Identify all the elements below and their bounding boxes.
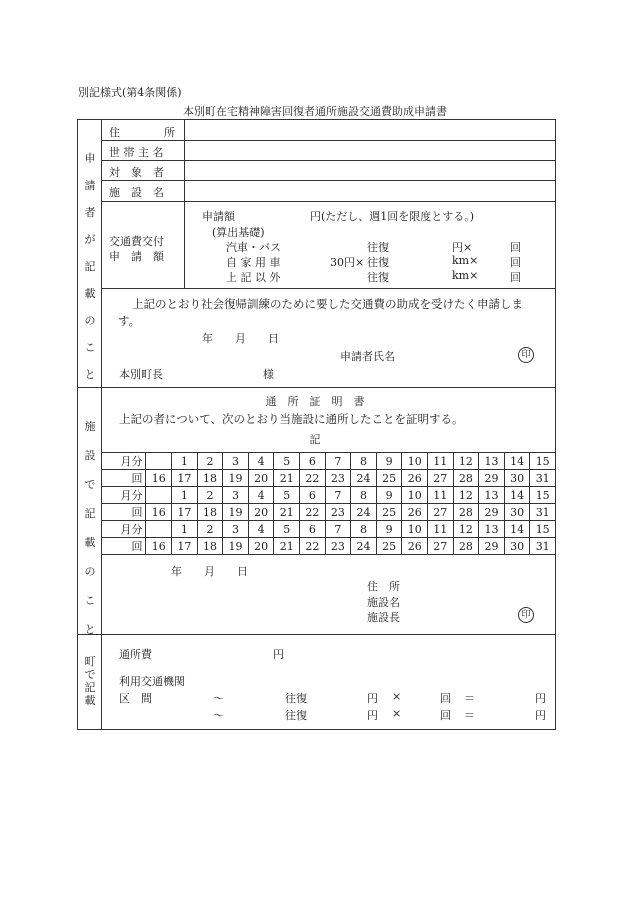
day-cell[interactable]: 3 (223, 521, 249, 538)
day-cell[interactable]: 30 (504, 470, 530, 487)
day-cell[interactable]: 29 (479, 470, 505, 487)
day-cell[interactable]: 9 (376, 453, 402, 470)
month-row-label: 月分 (102, 487, 146, 504)
day-cell[interactable]: 10 (402, 521, 428, 538)
day-cell[interactable]: 26 (402, 470, 428, 487)
address-field[interactable] (186, 121, 554, 139)
day-cell[interactable]: 5 (274, 521, 300, 538)
day-cell[interactable]: 26 (402, 538, 428, 555)
facility-name-label: 施設名 (367, 596, 400, 609)
day-cell[interactable]: 2 (197, 521, 223, 538)
day-cell[interactable]: 2 (197, 453, 223, 470)
day-cell[interactable]: 14 (504, 487, 530, 504)
month-row-label: 月分 (102, 521, 146, 538)
day-cell[interactable]: 7 (325, 521, 351, 538)
day-cell[interactable]: 22 (300, 538, 326, 555)
subject-label: 対 象 者 (109, 166, 164, 179)
day-cell[interactable]: 29 (479, 538, 505, 555)
certificate-date: 年 月 日 (171, 565, 248, 578)
day-cell[interactable]: 9 (376, 487, 402, 504)
day-cell[interactable]: 24 (351, 538, 377, 555)
day-cell[interactable]: 31 (530, 470, 556, 487)
day-cell[interactable]: 6 (300, 453, 326, 470)
household-head-label: 世 帯 主 名 (109, 146, 164, 159)
application-date: 年 月 日 (202, 332, 279, 345)
day-cell[interactable]: 29 (479, 504, 505, 521)
day-cell[interactable]: 13 (479, 521, 505, 538)
day-cell[interactable]: 15 (530, 487, 556, 504)
times-row-label: 回 (102, 538, 146, 555)
section-label: 区 間 (119, 692, 152, 705)
applicant-side-label: 申 請 者 が 記 載 の こ と (84, 152, 96, 381)
applicant-seal: 印 (518, 347, 534, 363)
day-cell[interactable]: 9 (376, 521, 402, 538)
frame-left (77, 119, 78, 730)
form-title: 本別町在宅精神障害回復者通所施設交通費助成申請書 (183, 105, 447, 118)
section-divider-1 (77, 387, 556, 388)
section-divider-2 (77, 634, 556, 635)
facility-field[interactable] (186, 182, 554, 200)
basis-label: (算出基礎) (212, 226, 265, 239)
day-cell[interactable]: 24 (351, 504, 377, 521)
day-cell[interactable]: 18 (197, 504, 223, 521)
day-cell[interactable]: 27 (428, 470, 454, 487)
certificate-title: 通 所 証 明 書 (265, 395, 365, 408)
day-cell[interactable]: 25 (376, 470, 402, 487)
address-label: 住 所 (109, 126, 175, 139)
day-cell[interactable]: 15 (530, 521, 556, 538)
day-cell[interactable]: 16 (146, 470, 172, 487)
day-cell[interactable] (146, 453, 172, 470)
day-cell[interactable]: 8 (351, 521, 377, 538)
day-cell[interactable]: 10 (402, 487, 428, 504)
mode-car: 自 家 用 車 (226, 256, 281, 269)
day-cell[interactable]: 22 (300, 470, 326, 487)
day-cell[interactable]: 28 (453, 504, 479, 521)
day-cell[interactable]: 11 (428, 521, 454, 538)
month-row (102, 487, 556, 504)
director-seal: 印 (518, 607, 534, 623)
day-cell[interactable]: 12 (453, 453, 479, 470)
subject-field[interactable] (186, 162, 554, 179)
day-cell[interactable]: 11 (428, 453, 454, 470)
day-cell[interactable]: 3 (223, 487, 249, 504)
honorific: 様 (263, 368, 274, 381)
day-cell[interactable]: 2 (197, 487, 223, 504)
day-cell[interactable]: 25 (376, 538, 402, 555)
day-cell[interactable]: 16 (146, 504, 172, 521)
mode-bus: 汽車・バス (226, 241, 281, 254)
day-cell[interactable] (146, 521, 172, 538)
day-cell[interactable]: 5 (274, 453, 300, 470)
day-cell[interactable]: 18 (197, 470, 223, 487)
month-row (102, 453, 556, 470)
day-cell[interactable]: 20 (248, 470, 274, 487)
facility-address-label: 住 所 (367, 580, 400, 593)
times-row-label: 回 (102, 504, 146, 521)
day-cell[interactable]: 1 (172, 453, 198, 470)
day-cell[interactable]: 6 (300, 487, 326, 504)
day-cell[interactable]: 30 (504, 504, 530, 521)
statement-line-2: す。 (118, 314, 141, 328)
day-cell[interactable]: 26 (402, 504, 428, 521)
day-cell[interactable]: 17 (172, 470, 198, 487)
applicant-name-label: 申請者氏名 (340, 350, 395, 363)
day-cell[interactable]: 21 (274, 538, 300, 555)
day-cell[interactable]: 23 (325, 538, 351, 555)
transport-label: 利用交通機関 (119, 675, 185, 688)
month-row (102, 521, 556, 538)
day-cell[interactable]: 15 (530, 453, 556, 470)
times-row-label: 回 (102, 470, 146, 487)
facility-label: 施 設 名 (109, 186, 164, 199)
frame-right (555, 119, 556, 730)
day-cell[interactable]: 19 (223, 538, 249, 555)
day-cell[interactable]: 30 (504, 538, 530, 555)
day-cell[interactable]: 23 (325, 504, 351, 521)
fare-amount-label: 通所費 (119, 648, 152, 661)
day-cell[interactable]: 21 (274, 470, 300, 487)
day-cell[interactable]: 17 (172, 538, 198, 555)
day-cell[interactable]: 27 (428, 538, 454, 555)
day-cell[interactable]: 20 (248, 504, 274, 521)
day-cell[interactable]: 28 (453, 470, 479, 487)
day-cell[interactable]: 8 (351, 487, 377, 504)
day-cell[interactable]: 6 (300, 521, 326, 538)
director-label: 施設長 (367, 611, 400, 624)
day-cell[interactable]: 14 (504, 453, 530, 470)
day-cell[interactable]: 22 (300, 504, 326, 521)
day-cell[interactable]: 27 (428, 504, 454, 521)
day-cell[interactable]: 17 (172, 504, 198, 521)
request-amount: 申請額 (202, 210, 235, 223)
day-cell[interactable]: 31 (530, 538, 556, 555)
day-cell[interactable]: 4 (248, 453, 274, 470)
day-cell[interactable]: 28 (453, 538, 479, 555)
day-cell[interactable]: 31 (530, 504, 556, 521)
day-cell[interactable]: 10 (402, 453, 428, 470)
times-row (102, 504, 556, 521)
day-cell[interactable]: 14 (504, 521, 530, 538)
day-cell[interactable]: 23 (325, 470, 351, 487)
day-cell[interactable]: 13 (479, 453, 505, 470)
month-row-label: 月分 (102, 453, 146, 470)
day-cell[interactable]: 1 (172, 487, 198, 504)
day-cell[interactable]: 25 (376, 504, 402, 521)
statement-line-1: 上記のとおり社会復帰訓練のために要した交通費の助成を受けたく申請しま (132, 297, 523, 311)
times-row (102, 538, 556, 555)
day-cell[interactable]: 12 (453, 521, 479, 538)
town-side-label: 町 で 記 載 (84, 655, 96, 707)
day-cell[interactable]: 8 (351, 453, 377, 470)
day-cell[interactable]: 12 (453, 487, 479, 504)
request-amount-label: 申 請 額 (109, 250, 164, 263)
mayor-label: 本別町長 (119, 368, 163, 381)
day-cell[interactable]: 20 (248, 538, 274, 555)
day-cell[interactable]: 4 (248, 521, 274, 538)
day-cell[interactable]: 16 (146, 538, 172, 555)
fare-label: 交通費交付 (109, 235, 164, 248)
form-reference: 別記様式(第4条関係) (78, 86, 182, 99)
mode-other: 上 記 以 外 (226, 271, 281, 284)
day-cell[interactable]: 19 (223, 504, 249, 521)
times-row (102, 470, 556, 487)
fare-yen: 円 (273, 648, 284, 661)
household-head-field[interactable] (186, 142, 554, 159)
yen-note: 円(ただし、週1回を限度とする。) (310, 210, 475, 223)
day-cell[interactable]: 3 (223, 453, 249, 470)
day-cell[interactable]: 7 (325, 487, 351, 504)
attendance-calendar (101, 452, 556, 555)
day-cell[interactable]: 1 (172, 521, 198, 538)
day-cell[interactable]: 18 (197, 538, 223, 555)
day-cell[interactable]: 21 (274, 504, 300, 521)
day-cell[interactable]: 24 (351, 470, 377, 487)
frame-divider (101, 119, 102, 730)
day-cell[interactable] (146, 487, 172, 504)
day-cell[interactable]: 11 (428, 487, 454, 504)
day-cell[interactable]: 4 (248, 487, 274, 504)
frame-bottom (77, 729, 556, 730)
frame-top (77, 119, 556, 120)
day-cell[interactable]: 7 (325, 453, 351, 470)
day-cell[interactable]: 5 (274, 487, 300, 504)
day-cell[interactable]: 19 (223, 470, 249, 487)
ki-label: 記 (309, 433, 321, 446)
day-cell[interactable]: 13 (479, 487, 505, 504)
certificate-text: 上記の者について、次のとおり当施設に通所したことを証明する。 (119, 412, 464, 426)
facility-side-label: 施 設 で 記 載 の こ と (84, 420, 96, 636)
